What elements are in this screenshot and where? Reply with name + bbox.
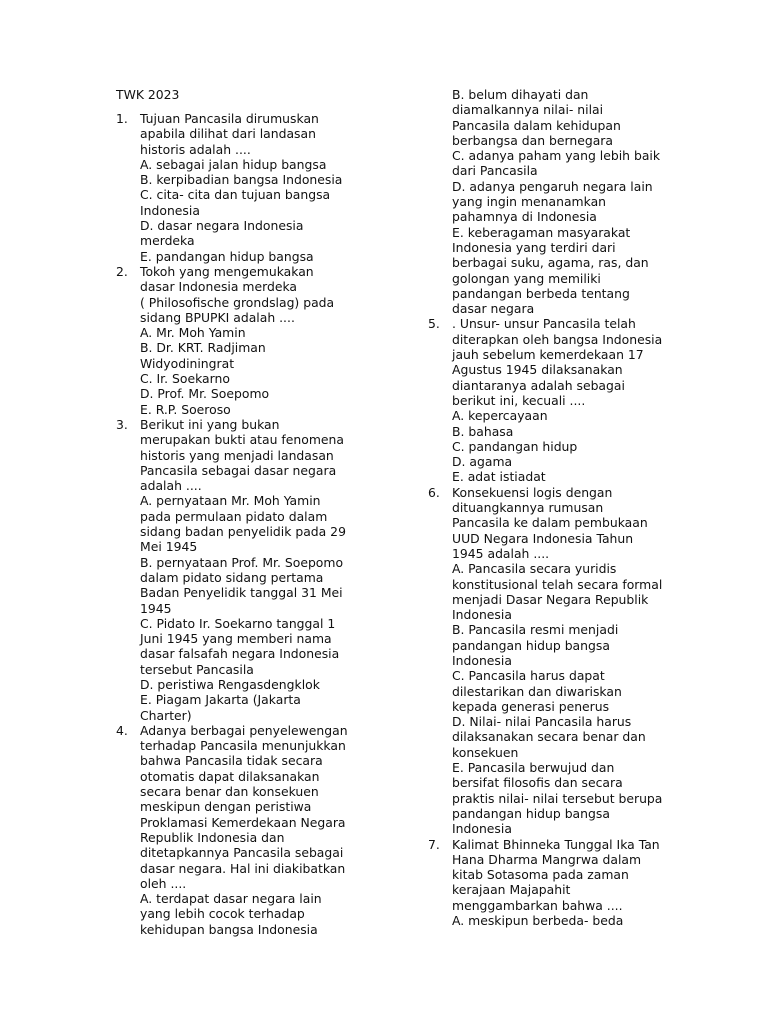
- question-text-line: otomatis dapat dilaksanakan: [140, 768, 320, 784]
- question-text-line: B. pernyataan Prof. Mr. Soepomo: [140, 554, 344, 570]
- question-text-line: meskipun dengan peristiwa: [140, 799, 312, 815]
- question-text-line: diterapkan oleh bangsa Indonesia: [452, 331, 663, 347]
- question-text-line: terhadap Pancasila menunjukkan: [140, 738, 346, 754]
- question-text-line: Indonesia: [452, 652, 512, 668]
- question-text-line: D. peristiwa Rengasdengklok: [140, 676, 320, 692]
- question-text-line: B. Pancasila resmi menjadi: [452, 622, 619, 638]
- question-text-line: Charter): [140, 707, 192, 723]
- question-text-line: adalah ....: [140, 478, 202, 494]
- question-text-line: Indonesia: [452, 821, 512, 837]
- question-text-line: C. Pidato Ir. Soekarno tanggal 1: [140, 615, 336, 631]
- question-text-line: Mei 1945: [140, 539, 198, 555]
- question-text-line: Badan Penyelidik tanggal 31 Mei: [140, 585, 343, 601]
- question-text-line: C. Ir. Soekarno: [140, 371, 230, 387]
- question-4-continuation: [428, 87, 683, 316]
- left-column: [116, 111, 366, 937]
- question-text-line: dari Pancasila: [452, 163, 538, 179]
- question-text-line: B. kerpibadian bangsa Indonesia: [140, 172, 343, 188]
- question-text-line: B. Dr. KRT. Radjiman: [140, 340, 266, 356]
- question-text-line: Berikut ini yang bukan: [140, 416, 280, 432]
- question-text-line: sidang BPUPKI adalah ....: [140, 309, 295, 325]
- question-text-line: A. Pancasila secara yuridis: [452, 561, 617, 577]
- question-text-line: konsekuen: [452, 744, 519, 760]
- question-text-line: Agustus 1945 dilaksanakan: [452, 362, 623, 378]
- question-text-line: E. adat istiadat: [452, 469, 546, 485]
- question-text-line: C. Pancasila harus dapat: [452, 668, 605, 684]
- question-text-line: Tokoh yang mengemukakan: [140, 263, 314, 279]
- question-text-line: B. belum dihayati dan: [452, 87, 589, 102]
- question-text-line: Pancasila dalam kehidupan: [452, 117, 621, 133]
- question-number: 4.: [116, 722, 128, 738]
- question-text-line: A. Mr. Moh Yamin: [140, 325, 246, 341]
- question-text-line: pandangan hidup bangsa: [452, 637, 610, 653]
- question-number: 3.: [116, 416, 128, 432]
- question-text-line: pandangan hidup bangsa: [452, 805, 610, 821]
- question-text-line: jauh sebelum kemerdekaan 17: [452, 347, 644, 363]
- question-text-line: Tujuan Pancasila dirumuskan: [140, 111, 319, 126]
- question-text-line: Indonesia: [140, 202, 200, 218]
- question-text-line: dasar negara: [452, 301, 535, 317]
- question-text-line: D. adanya pengaruh negara lain: [452, 178, 653, 194]
- question-text-line: menggambarkan bahwa ....: [452, 897, 623, 913]
- question-text-line: ( Philosofische grondslag) pada: [140, 294, 335, 310]
- question-text-line: berbangsa dan bernegara: [452, 132, 613, 148]
- question-text-line: Indonesia: [452, 607, 512, 623]
- question-text-line: pada permulaan pidato dalam: [140, 508, 328, 524]
- question-text-line: E. Pancasila berwujud dan: [452, 760, 615, 776]
- question-text-line: praktis nilai- nilai tersebut berupa: [452, 790, 663, 806]
- question-item: [428, 316, 683, 484]
- question-text-line: Konsekuensi logis dengan: [452, 484, 613, 500]
- question-text-line: Widyodiningrat: [140, 355, 235, 371]
- question-text-line: 1945: [140, 600, 172, 616]
- question-text-line: dituangkannya rumusan: [452, 500, 604, 516]
- question-text-line: diamalkannya nilai- nilai: [452, 102, 604, 118]
- question-text-line: pandangan berbeda tentang: [452, 285, 630, 301]
- question-text-line: E. pandangan hidup bangsa: [140, 248, 314, 264]
- question-text-line: kepada generasi penerus: [452, 698, 610, 714]
- question-text-line: berbagai suku, agama, ras, dan: [452, 255, 649, 271]
- question-text-line: dilaksanakan secara benar dan: [452, 729, 646, 745]
- question-item: [428, 485, 683, 837]
- question-text-line: A. terdapat dasar negara lain: [140, 891, 322, 907]
- question-text-line: yang lebih cocok terhadap: [140, 906, 305, 922]
- question-text-line: dasar falsafah negara Indonesia: [140, 646, 340, 662]
- question-text-line: D. Prof. Mr. Soepomo: [140, 386, 270, 402]
- question-text-line: pahamnya di Indonesia: [452, 209, 597, 225]
- question-text-line: Pancasila sebagai dasar negara: [140, 462, 337, 478]
- question-text-line: kerajaan Majapahit: [452, 882, 571, 898]
- question-text-line: Juni 1945 yang memberi nama: [140, 631, 332, 647]
- question-text-line: historis yang menjadi landasan: [140, 447, 334, 463]
- question-text-line: 1945 adalah ....: [452, 545, 550, 561]
- question-text-line: golongan yang memiliki: [452, 270, 601, 286]
- question-text-line: A. sebagai jalan hidup bangsa: [140, 156, 327, 172]
- question-text-line: A. kepercayaan: [452, 408, 548, 424]
- question-text-line: dasar Indonesia merdeka: [140, 279, 298, 295]
- right-column: [428, 87, 683, 928]
- question-text-line: merdeka: [140, 233, 195, 249]
- document-title: TWK 2023: [116, 87, 180, 102]
- question-text-line: bersifat filosofis dan secara: [452, 775, 623, 791]
- question-text-line: C. cita- cita dan tujuan bangsa: [140, 187, 331, 203]
- question-text-line: kitab Sotasoma pada zaman: [452, 867, 629, 883]
- question-item: [116, 111, 366, 264]
- question-text-line: oleh ....: [140, 875, 187, 891]
- question-item: [116, 723, 366, 937]
- question-text-line: berikut ini, kecuali ....: [452, 392, 586, 408]
- question-text-line: C. adanya paham yang lebih baik: [452, 148, 661, 164]
- question-text-line: menjadi Dasar Negara Republik: [452, 591, 649, 607]
- question-text-line: apabila dilihat dari landasan: [140, 126, 316, 142]
- question-text-line: E. keberagaman masyarakat: [452, 224, 631, 240]
- question-text-line: dasar negara. Hal ini diakibatkan: [140, 860, 346, 876]
- question-text-line: UUD Negara Indonesia Tahun: [452, 530, 634, 546]
- question-text-line: yang ingin menanamkan: [452, 194, 607, 210]
- question-text-line: E. R.P. Soeroso: [140, 401, 231, 417]
- question-text-line: konstitusional telah secara formal: [452, 576, 663, 592]
- question-text-line: C. pandangan hidup: [452, 438, 578, 454]
- question-text-line: A. meskipun berbeda- beda: [452, 913, 624, 929]
- question-text-line: kehidupan bangsa Indonesia: [140, 921, 318, 937]
- question-number: 1.: [116, 111, 128, 126]
- question-text-line: D. Nilai- nilai Pancasila harus: [452, 714, 632, 730]
- question-text-line: D. dasar negara Indonesia: [140, 218, 304, 234]
- question-item: [116, 264, 366, 417]
- question-text-line: Indonesia yang terdiri dari: [452, 239, 616, 255]
- question-text-line: merupakan bukti atau fenomena: [140, 432, 344, 448]
- question-number: 5.: [428, 316, 440, 332]
- question-text-line: Kalimat Bhinneka Tunggal Ika Tan: [452, 836, 660, 852]
- question-number: 7.: [428, 836, 440, 852]
- question-text-line: dalam pidato sidang pertama: [140, 569, 324, 585]
- question-text-line: diantaranya adalah sebagai: [452, 377, 625, 393]
- question-text-line: Pancasila ke dalam pembukaan: [452, 515, 648, 531]
- question-text-line: Republik Indonesia dan: [140, 829, 285, 845]
- question-text-line: Proklamasi Kemerdekaan Negara: [140, 814, 346, 830]
- question-text-line: Hana Dharma Mangrwa dalam: [452, 851, 642, 867]
- question-text-line: bahwa Pancasila tidak secara: [140, 753, 323, 769]
- question-text-line: Adanya berbagai penyelewengan: [140, 722, 348, 738]
- question-text-line: dilestarikan dan diwariskan: [452, 683, 622, 699]
- question-text-line: A. pernyataan Mr. Moh Yamin: [140, 493, 321, 509]
- question-text-line: E. Piagam Jakarta (Jakarta: [140, 692, 301, 708]
- question-text-line: sidang badan penyelidik pada 29: [140, 524, 346, 540]
- question-item: [116, 417, 366, 723]
- question-number: 6.: [428, 484, 440, 500]
- question-number: 2.: [116, 263, 128, 279]
- question-text-line: D. agama: [452, 454, 513, 470]
- question-text-line: ditetapkannya Pancasila sebagai: [140, 845, 344, 861]
- question-text-line: . Unsur- unsur Pancasila telah: [452, 316, 636, 332]
- question-text-line: B. bahasa: [452, 423, 514, 439]
- question-text-line: secara benar dan konsekuen: [140, 784, 319, 800]
- question-item: [428, 837, 683, 929]
- question-text-line: tersebut Pancasila: [140, 661, 254, 677]
- question-text-line: historis adalah ....: [140, 141, 251, 157]
